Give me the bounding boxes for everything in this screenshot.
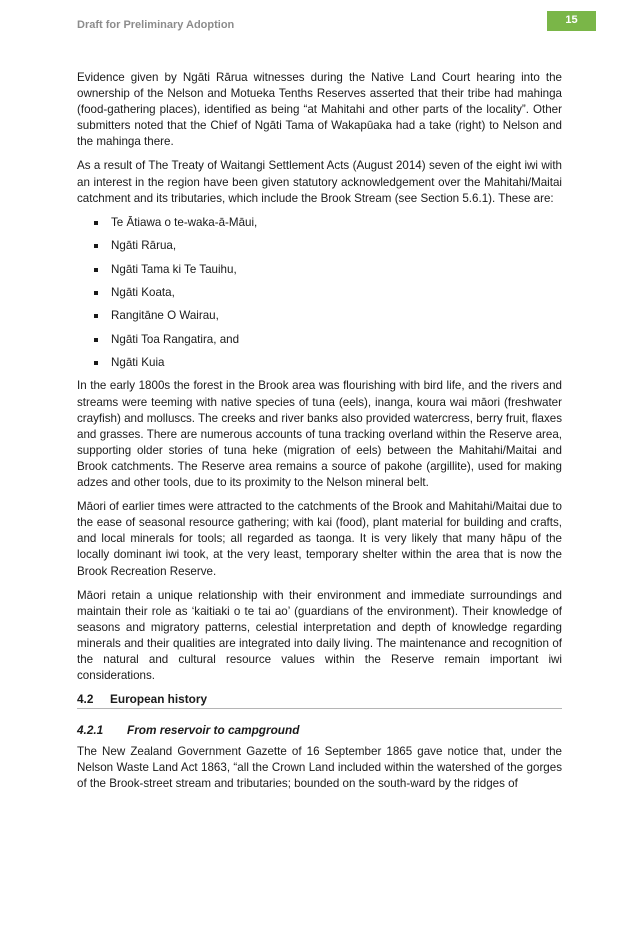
- list-item: Ngāti Koata,: [77, 285, 562, 301]
- running-header: Draft for Preliminary Adoption: [77, 19, 235, 31]
- list-item: Ngāti Tama ki Te Tauihu,: [77, 262, 562, 278]
- list-item: Ngāti Kuia: [77, 355, 562, 371]
- paragraph: Māori retain a unique relationship with their environment and immediate surroundings and maintain their role as ‘kaitiaki o te tai ao’ (guardians of the environment). Their knowledge of seasons and migratory patterns, celestial interpretation and depth of knowledge regarding minerals and their qualities are integrated into daily living. The maintenance and recognition of the natural and cultural resource values within the Reserve remain important iwi considerations.: [77, 588, 562, 683]
- paragraph: Evidence given by Ngāti Rārua witnesses during the Native Land Court hearing into the ownership of the Nelson and Motueka Tenths Reserves asserted that their tribe had mahinga (food-gathering places), identified as being “at Mahitahi and other parts of the locality”. Other submitters noted that the Chief of Ngāti Tama of Wakapūaka had a take (right) to Nelson and the mahinga there.: [77, 71, 562, 149]
- page-number-badge: 15: [547, 11, 596, 31]
- section-title: European history: [110, 692, 208, 707]
- list-item: Rangitāne O Wairau,: [77, 308, 562, 324]
- page-body: [77, 70, 562, 800]
- section-heading: [77, 692, 562, 709]
- section-number: 4.2: [77, 692, 94, 707]
- paragraph: In the early 1800s the forest in the Brook area was flourishing with bird life, and the rivers and streams were teeming with native species of tuna (eels), inanga, koura wai māori (freshwater crayfish) and molluscs. The creeks and river banks also provided watercress, berry fruit, flaxes and grasses. There are numerous accounts of tuna tracking overland within the Reserve area, supporting older stories of tuna heke (migration of eels) between the Mahitahi/Maitai and Brook catchments. The Reserve area remains a source of pakohe (argillite), used for making adzes and other tools, due to its proximity to the Nelson mineral belt.: [77, 379, 562, 490]
- subsection-number: 4.2.1: [77, 723, 104, 738]
- paragraph: As a result of The Treaty of Waitangi Settlement Acts (August 2014) seven of the eight iwi with an interest in the region have been given statutory acknowledgement over the Mahitahi/Maitai catchment and its tributaries, which include the Brook Stream (see Section 5.6.1). These are:: [77, 159, 562, 205]
- subsection-title: From reservoir to campground: [127, 723, 300, 738]
- list-item: Te Ātiawa o te-waka-ā-Māui,: [77, 215, 562, 231]
- paragraph: Māori of earlier times were attracted to the catchments of the Brook and Mahitahi/Maitai due to the ease of seasonal resource gathering; with kai (food), plant material for building and crafts, and local minerals for tools; all regarded as taonga. It is very likely that many hāpu of the locally dominant iwi took, at the very least, temporary shelter within the area that is now the Brook Recreation Reserve.: [77, 500, 562, 578]
- iwi-list: [77, 215, 562, 371]
- subsection-heading: [77, 723, 562, 737]
- list-item: Ngāti Rārua,: [77, 238, 562, 254]
- list-item: Ngāti Toa Rangatira, and: [77, 332, 562, 348]
- paragraph: The New Zealand Government Gazette of 16 September 1865 gave notice that, under the Nelson Waste Land Act 1863, “all the Crown Land included within the watershed of the gorges of the Brook-street stream and tributaries; bounded on the south-ward by the ridges of: [77, 745, 562, 791]
